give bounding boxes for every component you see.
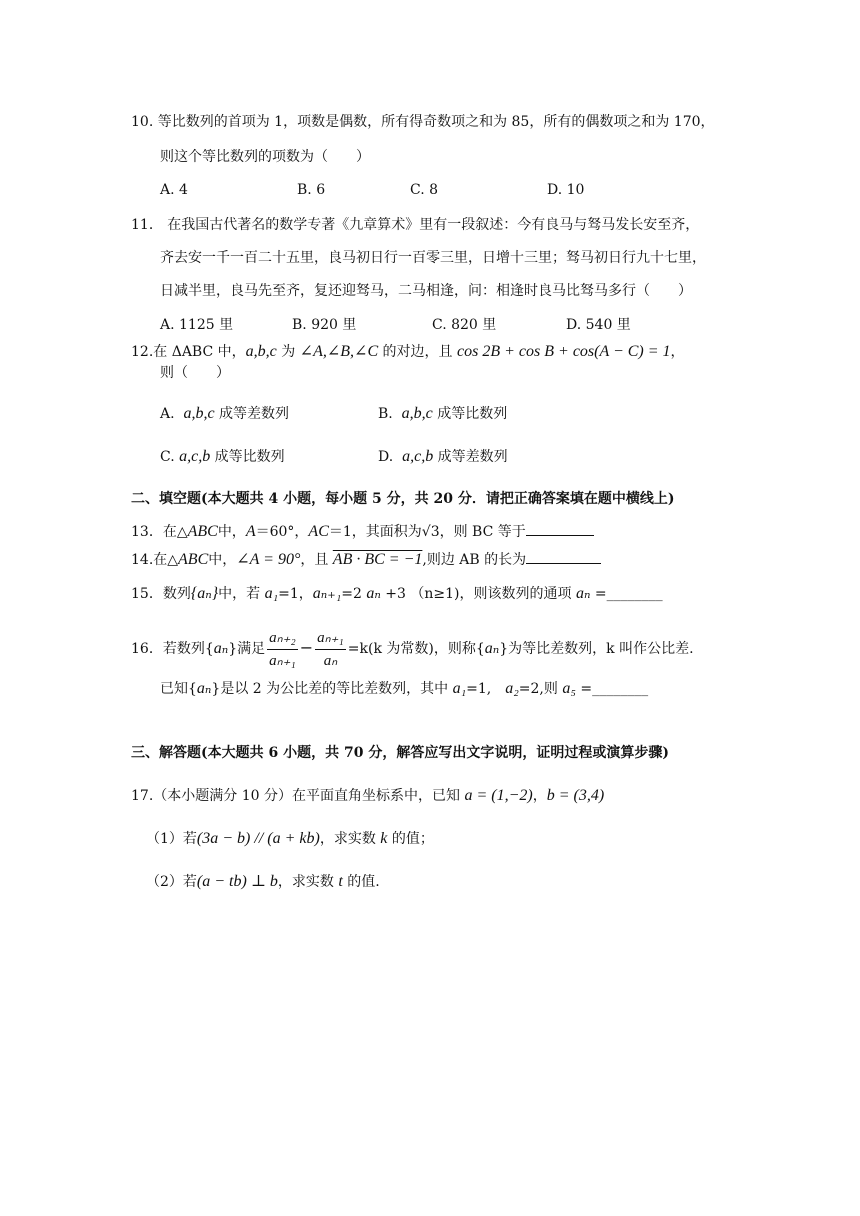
q15-a1: a₁ bbox=[264, 585, 279, 602]
q10-line1: 10. 等比数列的首项为 1，项数是偶数，所有得奇数项之和为 85，所有的偶数项之和为 170， bbox=[131, 114, 715, 130]
q11-line3: 日减半里，良马先至齐，复还迎驽马，二马相逢，问：相逢时良马比驽马多行（ ） bbox=[160, 283, 692, 299]
q16-an: aₙ bbox=[213, 640, 229, 657]
q15-c: =1， bbox=[278, 586, 313, 602]
q16-line2-d: =2,则 bbox=[518, 681, 563, 697]
q12-option-a-letter: A. bbox=[160, 406, 175, 422]
q15-e: +3 （n≥1)，则该数列的通项 bbox=[380, 586, 576, 602]
q12-option-b-letter: B. bbox=[378, 406, 393, 422]
q17-line bbox=[131, 786, 604, 806]
q17-b: ， bbox=[532, 788, 547, 804]
q12-prefix: 12.在 ΔABC 中， bbox=[131, 344, 246, 360]
q15-an1: aₙ₊₁ bbox=[312, 585, 342, 602]
q16-an-b: aₙ bbox=[484, 640, 500, 657]
q12-option-d bbox=[378, 447, 508, 467]
q12-line1 bbox=[131, 342, 685, 362]
q12-option-c-text: 成等比数列 bbox=[210, 449, 285, 465]
q16-line2 bbox=[160, 679, 648, 699]
q12-option-c bbox=[160, 447, 285, 467]
q10-line2: 则这个等比数列的项数为（ ） bbox=[160, 149, 370, 165]
q12-mid: 为 bbox=[276, 344, 300, 360]
q16-line2-c: =1, bbox=[466, 681, 506, 697]
q13-abc: ABC bbox=[187, 523, 218, 540]
q16-c: =k(k 为常数)，则称{ bbox=[347, 641, 485, 657]
q16-a5: a₅ bbox=[562, 680, 576, 697]
q16-frac2-denominator: aₙ bbox=[323, 652, 338, 669]
q10-option-c: C. 8 bbox=[410, 182, 439, 198]
q13-AC: AC bbox=[308, 523, 329, 540]
q12-option-d-text: 成等差数列 bbox=[433, 449, 508, 465]
q14-d: ,则边 AB 的长为 bbox=[422, 552, 527, 568]
q13-answer-blank bbox=[526, 521, 594, 536]
q17-part2-expression: (a − tb) ⊥ b bbox=[196, 873, 278, 890]
q11-option-b: B. 920 里 bbox=[292, 317, 357, 333]
q12-vars: a,b,c bbox=[245, 343, 277, 360]
q13-b: 中， bbox=[217, 524, 246, 540]
q17-vector-a: a = (1,−2) bbox=[464, 787, 533, 804]
q12-angles: ∠A,∠B,∠C bbox=[299, 343, 379, 360]
q12-option-a-text: 成等差数列 bbox=[214, 406, 290, 422]
q12-suffix: ， bbox=[670, 344, 685, 360]
q12-option-b-text: 成等比数列 bbox=[432, 406, 508, 422]
q13-A: A bbox=[245, 523, 256, 540]
q16-b: }满足 bbox=[228, 641, 266, 657]
q14-line bbox=[131, 549, 601, 570]
q11-line2: 齐去安一千一百二十五里，良马初日行一百零三里，日增十三里；驽马初日行九十七里， bbox=[160, 250, 706, 266]
q17-vector-b: b = (3,4) bbox=[546, 787, 605, 804]
q15-d: =2 bbox=[341, 586, 367, 602]
q16-fraction-2 bbox=[315, 627, 346, 672]
q15-seq: {aₙ} bbox=[190, 585, 219, 602]
q14-b: 中， bbox=[208, 552, 237, 568]
q16-a1: a₁ bbox=[452, 680, 467, 697]
q16-line2-e: =________ bbox=[575, 681, 649, 697]
q17-a: 17.（本小题满分 10 分）在平面直角坐标系中，已知 bbox=[131, 788, 465, 804]
q16-frac1-numerator: aₙ₊₂ bbox=[267, 627, 298, 650]
q12-equation: cos 2B + cos B + cos(A − C) = 1 bbox=[457, 343, 671, 360]
q17-part2-c: 的值. bbox=[342, 874, 380, 890]
q17-part1 bbox=[146, 829, 434, 849]
q11-line1: 11． 在我国古代著名的数学专著《九章算术》里有一段叙述：今有良马与驽马发长安至齐， bbox=[131, 217, 700, 233]
q14-c: ，且 bbox=[300, 552, 333, 568]
q15-an2: aₙ bbox=[575, 585, 591, 602]
q12-option-c-letter: C. bbox=[160, 449, 175, 465]
q13-a: 13．在△ bbox=[131, 524, 188, 540]
q17-part1-b: ，求实数 bbox=[319, 831, 381, 847]
q15-line bbox=[131, 584, 663, 604]
q13-line bbox=[131, 521, 594, 542]
q13-c: ＝60°， bbox=[255, 524, 309, 540]
q15-an: aₙ bbox=[366, 585, 381, 602]
q16-line1 bbox=[131, 620, 694, 677]
q10-option-a: A. 4 bbox=[160, 182, 188, 198]
q12-mid2: 的对边，且 bbox=[378, 344, 458, 360]
q12-option-d-vars: a,c,b bbox=[402, 448, 434, 465]
q16-a2: a₂ bbox=[505, 680, 519, 697]
q16-fraction-1 bbox=[267, 627, 298, 672]
q12-option-b bbox=[378, 404, 507, 424]
q14-angle: ∠A = 90° bbox=[236, 551, 301, 568]
q17-part1-a: （1）若 bbox=[146, 831, 197, 847]
q12-option-b-vars: a,b,c bbox=[401, 405, 433, 422]
q12-option-d-letter: D. bbox=[378, 449, 394, 465]
q12-option-c-vars: a,c,b bbox=[179, 448, 211, 465]
q17-part2-a: （2）若 bbox=[146, 874, 197, 890]
q15-f: =________ bbox=[590, 586, 663, 602]
section3-heading: 三、解答题(本大题共 6 小题，共 70 分，解答应写出文字说明，证明过程或演算步骤) bbox=[131, 745, 669, 761]
q16-d: }为等比差数列，k 叫作公比差. bbox=[499, 641, 694, 657]
q16-line2-an: aₙ bbox=[196, 680, 212, 697]
q16-line2-a: 已知{ bbox=[160, 681, 197, 697]
q16-frac2-numerator: aₙ₊₁ bbox=[315, 627, 346, 650]
q16-frac1-denominator: aₙ₊₁ bbox=[269, 652, 296, 669]
q16-line2-b: }是以 2 为公比差的等比差数列，其中 bbox=[211, 681, 453, 697]
q14-abc: ABC bbox=[178, 551, 209, 568]
q13-d: ＝1，其面积为√3，则 BC 等于 bbox=[328, 524, 526, 540]
q17-part1-expression: (3a − b) // (a + kb) bbox=[196, 830, 320, 847]
q12-line2: 则（ ） bbox=[160, 365, 230, 381]
q11-option-a: A. 1125 里 bbox=[160, 317, 234, 333]
q14-a: 14.在△ bbox=[131, 552, 179, 568]
q15-a: 15．数列 bbox=[131, 586, 191, 602]
q14-dot-product: AB · BC = −1 bbox=[332, 551, 423, 568]
q12-option-a bbox=[160, 404, 289, 424]
q16-minus: − bbox=[299, 638, 314, 657]
q15-b: 中，若 bbox=[218, 586, 265, 602]
q17-part1-k: k bbox=[380, 830, 388, 847]
q17-part2-b: ，求实数 bbox=[277, 874, 339, 890]
q14-answer-blank bbox=[526, 549, 601, 564]
section2-heading: 二、填空题(本大题共 4 小题，每小题 5 分，共 20 分．请把正确答案填在题中横线上) bbox=[131, 491, 675, 507]
q17-part2-t: t bbox=[338, 873, 343, 890]
q17-part1-c: 的值； bbox=[387, 831, 434, 847]
q11-option-d: D. 540 里 bbox=[566, 317, 631, 333]
q10-option-d: D. 10 bbox=[547, 182, 585, 198]
q12-option-a-vars: a,b,c bbox=[183, 405, 215, 422]
q10-option-b: B. 6 bbox=[297, 182, 326, 198]
q16-a: 16．若数列{ bbox=[131, 641, 214, 657]
q11-option-c: C. 820 里 bbox=[432, 317, 497, 333]
q17-part2 bbox=[146, 872, 380, 892]
